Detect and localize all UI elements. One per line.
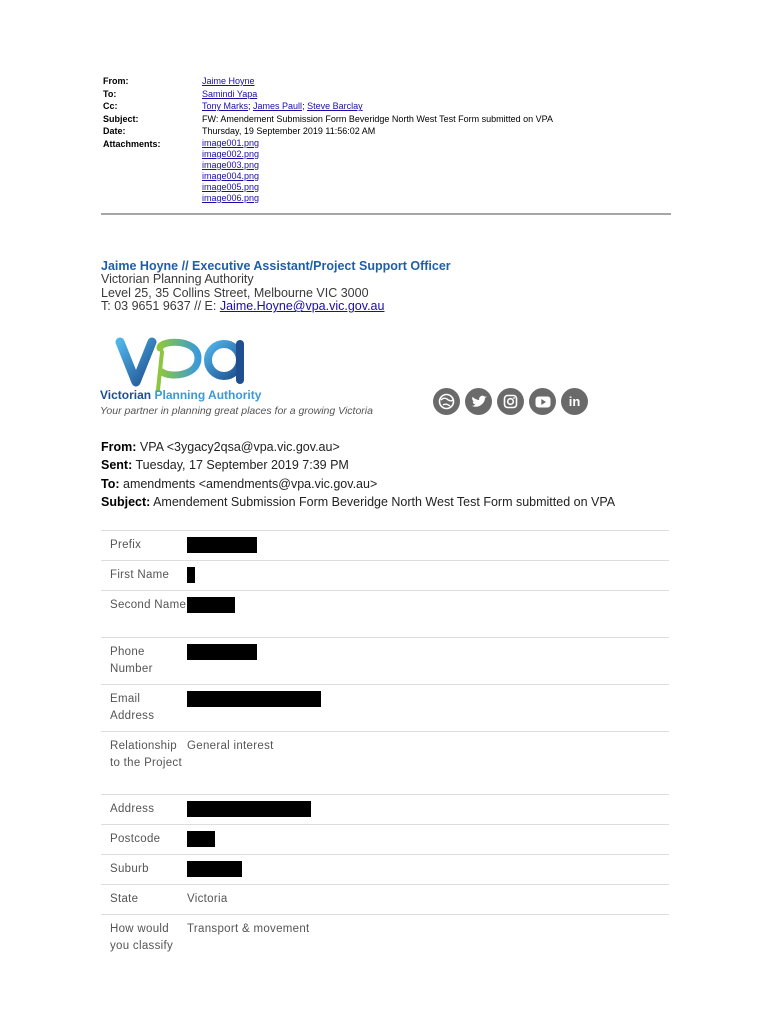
attachment-link[interactable]: image003.png	[202, 159, 260, 170]
fwd-sent-value: Tuesday, 17 September 2019 7:39 PM	[132, 458, 349, 473]
table-row	[101, 914, 669, 961]
row-label: First Name	[110, 569, 170, 581]
row-label: State	[110, 893, 139, 905]
table-row	[101, 794, 669, 824]
row-label: Relationship to the Project	[110, 740, 182, 769]
table-row	[101, 884, 669, 914]
signature-block	[101, 260, 451, 314]
signature-title: Executive Assistant/Project Support Officer	[192, 259, 451, 273]
to-link[interactable]: Samindi Yapa	[202, 88, 258, 99]
fwd-subject-label: Subject:	[101, 494, 151, 509]
attachment-link[interactable]: image004.png	[202, 170, 260, 181]
redaction-block	[187, 831, 215, 847]
attachment-link[interactable]: image001.png	[202, 137, 260, 148]
redaction-block	[187, 597, 235, 613]
cc-link[interactable]: James Paull	[253, 101, 303, 112]
forwarded-header	[101, 438, 615, 511]
table-row	[101, 590, 669, 637]
redaction-block	[187, 537, 257, 553]
attachments-label: Attachments:	[103, 138, 161, 149]
signature-phone: T: 03 9651 9637 // E:	[101, 299, 220, 314]
table-row	[101, 684, 669, 731]
fwd-from-value: VPA <3ygacy2qsa@vpa.vic.gov.au>	[136, 440, 340, 454]
header-divider	[101, 213, 671, 215]
table-row	[101, 637, 669, 684]
table-row	[101, 560, 669, 590]
row-label: Suburb	[110, 863, 149, 875]
signature-name: Jaime Hoyne	[101, 259, 179, 273]
date-value: Thursday, 19 September 2019 11:56:02 AM	[202, 126, 376, 137]
table-row	[101, 731, 669, 794]
row-label: Second Name	[110, 599, 187, 611]
subject-label: Subject:	[103, 113, 139, 124]
table-row	[101, 824, 669, 854]
fwd-to-value: amendments <amendments@vpa.vic.gov.au>	[119, 476, 378, 491]
linkedin-icon[interactable]: in	[561, 388, 588, 415]
row-label: Postcode	[110, 833, 161, 845]
fwd-subject-value: Amendement Submission Form Beveridge North West Test Form submitted on VPA	[150, 494, 616, 509]
cc-label: Cc:	[103, 101, 118, 112]
fwd-from-label: From:	[101, 440, 137, 454]
cc-link[interactable]: Steve Barclay	[307, 101, 363, 112]
signature-contact	[101, 300, 451, 313]
logo-tagline: Your partner in planning great places for a growing Victoria	[100, 405, 373, 417]
row-label: Prefix	[110, 539, 142, 551]
redaction-block	[187, 644, 257, 660]
fwd-sent-label: Sent:	[101, 458, 133, 473]
redaction-block	[187, 801, 311, 817]
row-label: Email Address	[110, 693, 155, 722]
table-row	[101, 530, 669, 560]
redaction-block	[187, 861, 242, 877]
vpa-logo	[100, 330, 440, 420]
instagram-icon[interactable]	[497, 388, 524, 415]
globe-icon[interactable]	[433, 388, 460, 415]
row-label: How would you classify	[110, 923, 174, 952]
from-label: From:	[103, 76, 129, 86]
email-header: From: Jaime Hoyne To: Samindi Yapa Cc: Tony Marks; James Paull; Steve Barclay Subject: FW: Amendement Submission Form Beveridge North West Test Form submitted on VPA Date: Thursday, 19 September 2019 11:56:02 AM Attachments: image001.png image002.png image003.png image004.png image005.png image006.png	[103, 76, 553, 203]
signature-org: Victorian Planning Authority	[101, 272, 254, 287]
row-value: General interest	[187, 740, 274, 752]
subject-value: FW: Amendement Submission Form Beveridge North West Test Form submitted on VPA	[202, 113, 553, 124]
date-label: Date:	[103, 126, 126, 137]
attachment-link[interactable]: image005.png	[202, 181, 260, 192]
social-icons	[433, 388, 588, 415]
from-link[interactable]: Jaime Hoyne	[202, 76, 255, 86]
signature-separator: //	[178, 259, 193, 273]
signature-address: Level 25, 35 Collins Street, Melbourne VIC 3000	[101, 285, 369, 300]
attachment-list	[202, 138, 259, 204]
to-label: To:	[103, 88, 117, 99]
signature-name-line	[101, 260, 451, 273]
twitter-icon[interactable]	[465, 388, 492, 415]
youtube-icon[interactable]	[529, 388, 556, 415]
vpa-logo-mark	[100, 330, 260, 392]
signature-email-link[interactable]: Jaime.Hoyne@vpa.vic.gov.au	[219, 299, 385, 314]
submission-table	[101, 530, 669, 961]
row-value: Victoria	[187, 893, 228, 905]
logo-org-name	[100, 388, 261, 402]
attachment-link[interactable]: image002.png	[202, 148, 260, 159]
table-row	[101, 854, 669, 884]
row-value: Transport & movement	[187, 923, 310, 935]
logo-org-word2: Planning Authority	[154, 388, 262, 402]
attachment-link[interactable]: image006.png	[202, 192, 260, 203]
fwd-to-label: To:	[101, 476, 120, 491]
redaction-block	[187, 691, 321, 707]
row-label: Phone Number	[110, 646, 153, 675]
logo-org-word1: Victorian	[100, 388, 152, 402]
redaction-block	[187, 567, 195, 583]
cc-link[interactable]: Tony Marks	[202, 101, 249, 112]
row-label: Address	[110, 803, 155, 815]
